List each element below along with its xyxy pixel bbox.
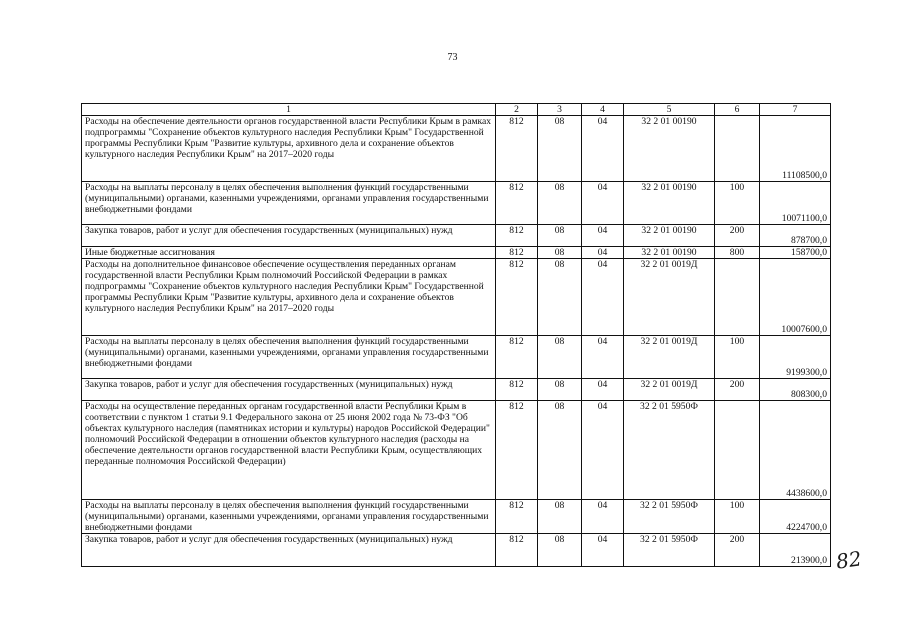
col-2-cell: 812 <box>496 116 538 182</box>
row-name-cell: Иные бюджетные ассигнования <box>82 247 496 259</box>
col-4-cell: 04 <box>582 534 624 567</box>
handwritten-page-mark: 82 <box>834 546 863 574</box>
col-4-cell: 04 <box>582 401 624 500</box>
table-row <box>82 225 831 247</box>
table-row <box>82 182 831 225</box>
col-4-cell: 04 <box>582 500 624 534</box>
budget-table <box>81 103 831 567</box>
col-4-cell: 04 <box>582 116 624 182</box>
table-row <box>82 500 831 534</box>
col-5-cell: 32 2 01 00190 <box>624 247 715 259</box>
col-3-cell: 08 <box>538 116 582 182</box>
header-cell-3: 3 <box>538 104 582 116</box>
col-7-amount-cell: 878700,0 <box>760 225 831 247</box>
col-7-amount-cell: 213900,0 <box>760 534 831 567</box>
row-name-cell: Расходы на дополнительное финансовое обеспечение осуществления переданных органам государственной власти Республики Крым полномочий Российской Федерации в рамках подпрограммы "Сохранение объектов культурного наследия Республики Крым" Государственной программы Республики Крым "Развитие культуры, архивного дела и сохранение объектов культурного наследия Республики Крым" на 2017–2020 годы <box>82 259 496 336</box>
col-4-cell: 04 <box>582 247 624 259</box>
table-row <box>82 336 831 379</box>
col-2-cell: 812 <box>496 259 538 336</box>
header-cell-5: 5 <box>624 104 715 116</box>
col-2-cell: 812 <box>496 401 538 500</box>
table-row <box>82 534 831 567</box>
row-name-cell: Расходы на обеспечение деятельности органов государственной власти Республики Крым в рамках подпрограммы "Сохранение объектов культурного наследия Республики Крым" Государственной программы Республики Крым "Развитие культуры, архивного дела и сохранение объектов культурного наследия Республики Крым" на 2017–2020 годы <box>82 116 496 182</box>
row-name-cell: Закупка товаров, работ и услуг для обеспечения государственных (муниципальных) нужд <box>82 534 496 567</box>
col-6-cell <box>715 259 760 336</box>
row-name-cell: Расходы на выплаты персоналу в целях обеспечения выполнения функций государственными (муниципальными) органами, казенными учреждениями, органами управления государственными внебюджетными фондами <box>82 500 496 534</box>
col-5-cell: 32 2 01 0019Д <box>624 336 715 379</box>
table-row <box>82 401 831 500</box>
row-name-cell: Закупка товаров, работ и услуг для обеспечения государственных (муниципальных) нужд <box>82 379 496 401</box>
col-4-cell: 04 <box>582 182 624 225</box>
col-4-cell: 04 <box>582 336 624 379</box>
col-3-cell: 08 <box>538 401 582 500</box>
col-5-cell: 32 2 01 5950Ф <box>624 500 715 534</box>
table-row <box>82 259 831 336</box>
col-6-cell: 800 <box>715 247 760 259</box>
table-row <box>82 379 831 401</box>
page-number: 73 <box>447 52 458 63</box>
col-7-amount-cell: 11108500,0 <box>760 116 831 182</box>
table-header-row <box>82 104 831 116</box>
col-5-cell: 32 2 01 00190 <box>624 116 715 182</box>
col-5-cell: 32 2 01 5950Ф <box>624 401 715 500</box>
col-7-amount-cell: 4438600,0 <box>760 401 831 500</box>
col-4-cell: 04 <box>582 379 624 401</box>
row-name-cell: Расходы на осуществление переданных органам государственной власти Республики Крым в соответствии с пунктом 1 статьи 9.1 Федерального закона от 25 июня 2002 года № 73-ФЗ "Об объектах культурного наследия (памятниках истории и культуры) народов Российской Федерации" полномочий Российской Федерации в отношении объектов культурного наследия (расходы на обеспечение деятельности органов государственной власти Республики Крым, осуществляющих переданные полномочия Российской Федерации) <box>82 401 496 500</box>
col-7-amount-cell: 158700,0 <box>760 247 831 259</box>
col-7-amount-cell: 4224700,0 <box>760 500 831 534</box>
col-5-cell: 32 2 01 00190 <box>624 182 715 225</box>
header-cell-2: 2 <box>496 104 538 116</box>
header-cell-1: 1 <box>82 104 496 116</box>
col-6-cell: 200 <box>715 225 760 247</box>
col-7-amount-cell: 9199300,0 <box>760 336 831 379</box>
col-2-cell: 812 <box>496 500 538 534</box>
col-6-cell: 100 <box>715 336 760 379</box>
col-2-cell: 812 <box>496 336 538 379</box>
row-name-cell: Расходы на выплаты персоналу в целях обеспечения выполнения функций государственными (муниципальными) органами, казенными учреждениями, органами управления государственными внебюджетными фондами <box>82 336 496 379</box>
header-cell-4: 4 <box>582 104 624 116</box>
col-2-cell: 812 <box>496 247 538 259</box>
row-name-cell: Закупка товаров, работ и услуг для обеспечения государственных (муниципальных) нужд <box>82 225 496 247</box>
table-row <box>82 116 831 182</box>
col-6-cell: 200 <box>715 379 760 401</box>
col-2-cell: 812 <box>496 225 538 247</box>
col-7-amount-cell: 808300,0 <box>760 379 831 401</box>
col-2-cell: 812 <box>496 379 538 401</box>
col-6-cell: 100 <box>715 500 760 534</box>
col-2-cell: 812 <box>496 534 538 567</box>
col-7-amount-cell: 10007600,0 <box>760 259 831 336</box>
col-4-cell: 04 <box>582 259 624 336</box>
col-5-cell: 32 2 01 0019Д <box>624 379 715 401</box>
col-3-cell: 08 <box>538 247 582 259</box>
col-3-cell: 08 <box>538 182 582 225</box>
col-6-cell: 100 <box>715 182 760 225</box>
col-5-cell: 32 2 01 00190 <box>624 225 715 247</box>
col-5-cell: 32 2 01 5950Ф <box>624 534 715 567</box>
table-row <box>82 247 831 259</box>
col-6-cell: 200 <box>715 534 760 567</box>
header-cell-6: 6 <box>715 104 760 116</box>
col-3-cell: 08 <box>538 336 582 379</box>
col-3-cell: 08 <box>538 534 582 567</box>
col-3-cell: 08 <box>538 500 582 534</box>
col-4-cell: 04 <box>582 225 624 247</box>
col-2-cell: 812 <box>496 182 538 225</box>
col-6-cell <box>715 116 760 182</box>
col-6-cell <box>715 401 760 500</box>
col-3-cell: 08 <box>538 259 582 336</box>
col-3-cell: 08 <box>538 379 582 401</box>
col-3-cell: 08 <box>538 225 582 247</box>
header-cell-7: 7 <box>760 104 831 116</box>
col-5-cell: 32 2 01 0019Д <box>624 259 715 336</box>
row-name-cell: Расходы на выплаты персоналу в целях обеспечения выполнения функций государственными (муниципальными) органами, казенными учреждениями, органами управления государственными внебюджетными фондами <box>82 182 496 225</box>
col-7-amount-cell: 10071100,0 <box>760 182 831 225</box>
